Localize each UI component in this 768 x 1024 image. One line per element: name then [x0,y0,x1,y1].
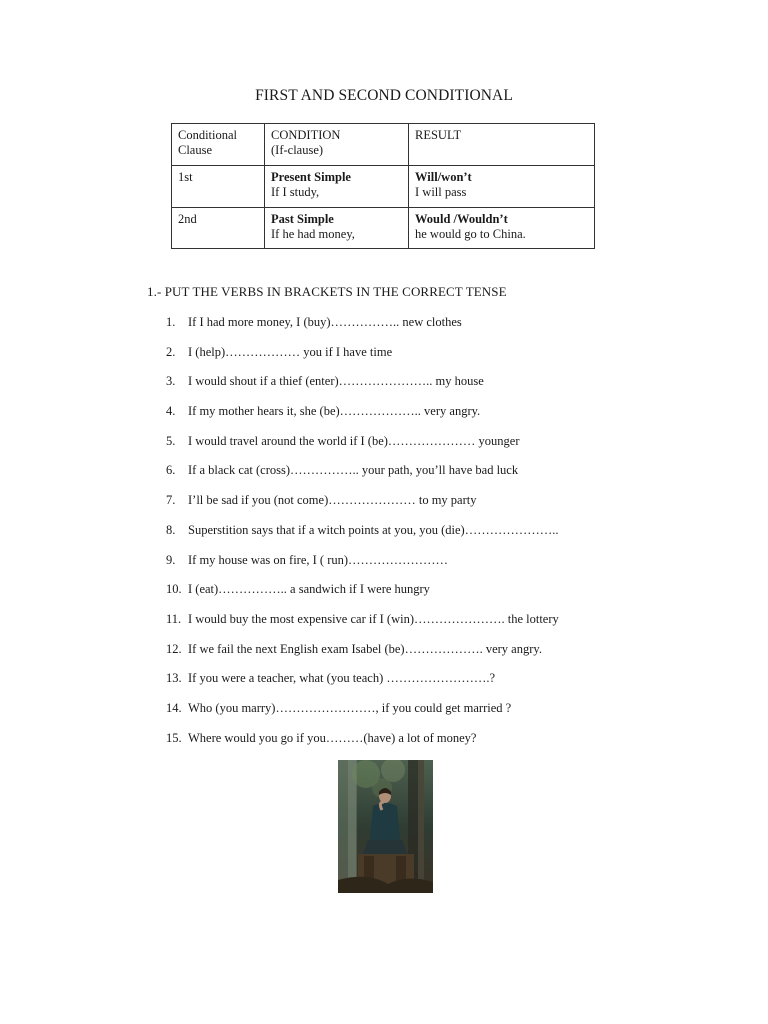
header-cell-clause [172,124,265,166]
header-condition-line1: CONDITION [271,128,341,142]
exercise-text: If my house was on fire, I ( run)…………………… [188,552,449,567]
exercise-item [166,402,559,432]
exercise-item [166,372,559,402]
header-cell-result [409,124,595,166]
forest-photo-illustration [338,760,433,893]
result-tense: Would /Wouldn’t [415,212,508,226]
exercise-number: 10. [166,582,182,597]
result-example: he would go to China. [415,227,526,241]
exercise-text: Where would you go if you………(have) a lot of money? [188,730,477,745]
exercise-list [166,313,559,758]
exercise-text: If I had more money, I (buy)…………….. new clothes [188,315,462,329]
exercise-number: 12. [166,641,182,656]
exercise-item [166,521,559,551]
exercise-number: 4. [166,404,176,419]
exercise-item [166,669,559,699]
exercise-number: 15. [166,730,182,745]
exercise-number: 9. [166,552,176,567]
forest-photo [338,760,433,893]
exercise-number: 14. [166,700,182,715]
table-header-row [172,124,595,166]
header-condition-line2: (If-clause) [271,143,324,157]
row-type-cell [172,166,265,208]
exercise-text: I would shout if a thief (enter)………………….. my house [188,374,484,389]
exercise-number: 2. [166,344,176,359]
conditional-table [171,123,595,249]
exercise-item [166,580,559,610]
exercise-text: I would travel around the world if I (be)………………… younger [188,433,520,448]
header-clause-line1: Conditional [178,128,238,142]
exercise-text: Superstition says that if a witch points at you, you (die)………………….. [188,522,559,537]
condition-example: If he had money, [271,227,355,241]
exercise-number: 8. [166,522,176,537]
exercise-text: If a black cat (cross)…………….. your path, you’ll have bad luck [188,463,519,478]
exercise-text: I’ll be sad if you (not come)………………… to my party [188,493,477,508]
header-clause-line2: Clause [178,143,213,157]
exercise-number: 6. [166,463,176,478]
exercise-number: 1. [166,315,176,329]
row-type: 2nd [178,212,197,226]
table-row [172,208,595,249]
exercise-text: I (eat)…………….. a sandwich if I were hungry [188,582,430,597]
exercise-number: 3. [166,374,176,389]
exercise-item [166,699,559,729]
exercise-number: 11. [166,611,182,626]
exercise-item [166,313,559,343]
exercise-number: 7. [166,493,176,508]
exercise-text: I would buy the most expensive car if I (win)…………………. the lottery [188,611,559,626]
condition-example: If I study, [271,185,320,199]
exercise-item [166,461,559,491]
row-condition-cell [265,208,409,249]
condition-tense: Past Simple [271,212,334,226]
exercise-item [166,343,559,373]
row-type: 1st [178,170,193,184]
exercise-item [166,610,559,640]
header-cell-condition [265,124,409,166]
exercise-item [166,491,559,521]
exercise-text: I (help)……………… you if I have time [188,344,393,359]
row-type-cell [172,208,265,249]
exercise-item [166,729,559,759]
exercise-item [166,640,559,670]
row-result-cell [409,208,595,249]
exercise-heading: 1.- PUT THE VERBS IN BRACKETS IN THE CORRECT TENSE [147,284,507,299]
exercise-item [166,551,559,581]
page-title: FIRST AND SECOND CONDITIONAL [255,87,513,104]
exercise-text: Who (you marry)……………………, if you could get married ? [188,700,512,715]
result-example: I will pass [415,185,467,199]
exercise-text: If my mother hears it, she (be)……………….. very angry. [188,404,481,419]
condition-tense: Present Simple [271,170,351,184]
result-tense: Will/won’t [415,170,472,184]
table-row [172,166,595,208]
exercise-item [166,432,559,462]
row-condition-cell [265,166,409,208]
row-result-cell [409,166,595,208]
exercise-number: 5. [166,433,176,448]
exercise-text: If you were a teacher, what (you teach) …………………….? [188,671,496,686]
header-result-line1: RESULT [415,128,462,142]
exercise-number: 13. [166,671,182,686]
exercise-text: If we fail the next English exam Isabel (be)………………. very angry. [188,641,542,656]
